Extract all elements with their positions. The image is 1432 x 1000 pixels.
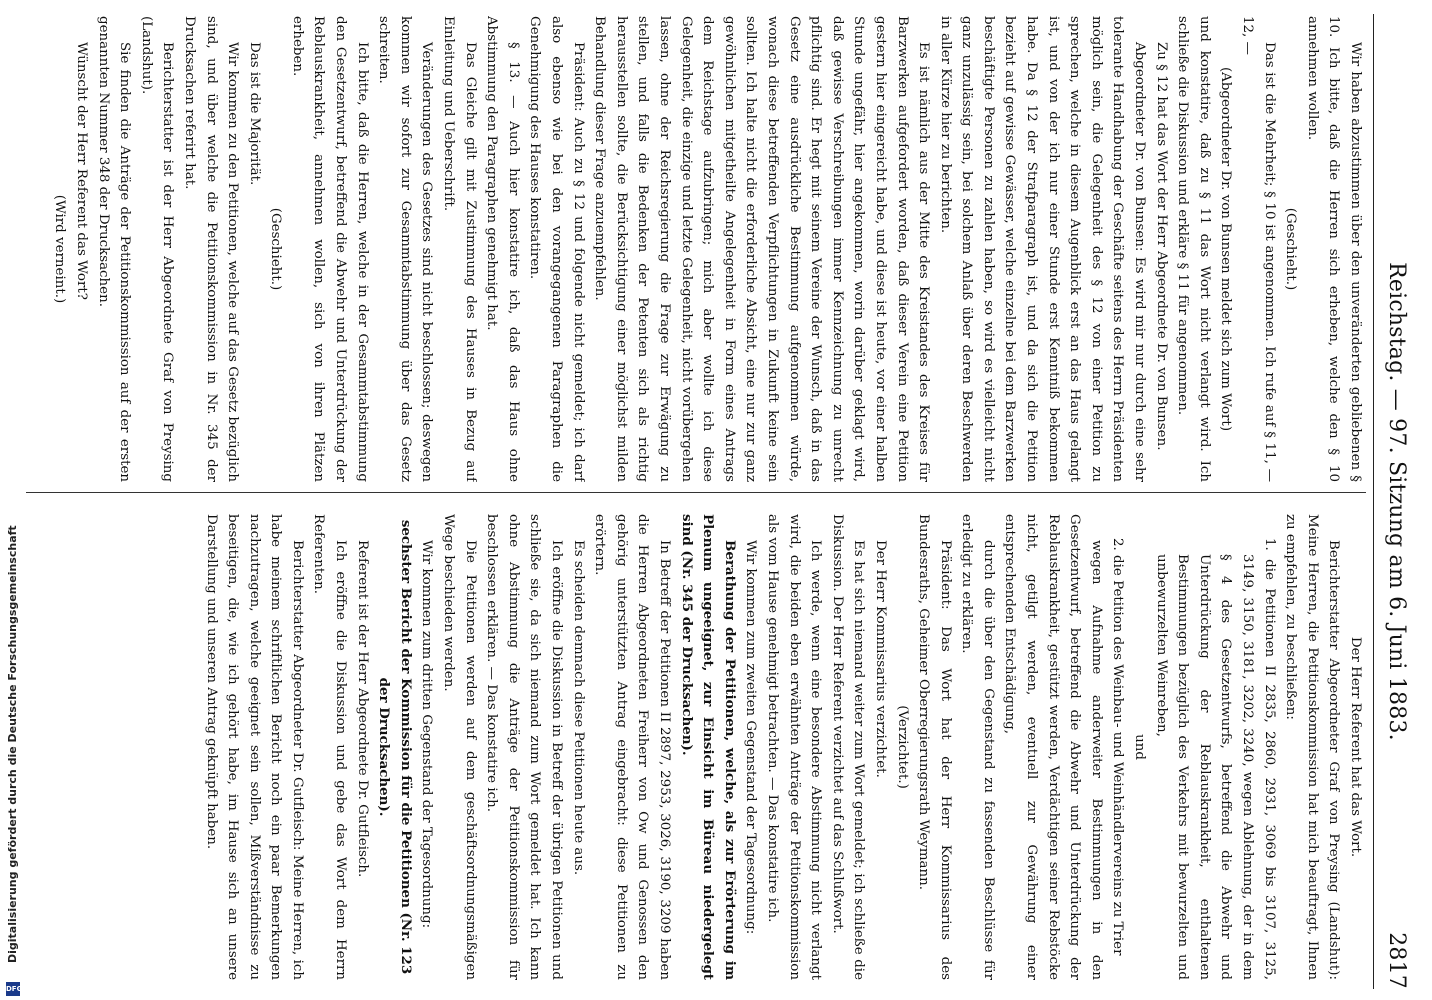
paragraph: (Geschieht.)	[1283, 207, 1299, 291]
paragraph: Wir kommen zum dritten Gegenstand der Tagesordnung:	[419, 540, 435, 929]
column-divider	[26, 492, 1366, 493]
paragraph: wegen Aufnahme anderweiter Bestimmungen in den Gesetzentwurf, betreffend die Abwehr und Unterdrückung der Reblauskrankheit, gestützt werden, Verdächtigen seiner Rebstöcke nicht, getilgt werden, eventuell zur Gewährung einer entsprechenden Entschädigung,	[1002, 514, 1104, 980]
petition-list	[1150, 514, 1280, 980]
paragraph: Das ist die Mehrheit; § 10 ist angenommen. Ich rufe auf § 11, — 12, —	[1240, 16, 1277, 482]
paragraph: Berathung der Petitionen, welche, als zur Erörterung im Plenum ungeeignet, zur Einsicht im Büreau niedergelegt sind (Nr. 345 der Drucksachen).	[678, 514, 738, 980]
paragraph: sechster Bericht der Kommission für die Petitionen (Nr. 123 der Drucksachen).	[376, 519, 414, 975]
digitization-watermark	[0, 0, 24, 1000]
paragraph: Abgeordneter Dr. von Bunsen: Es wird mir nur durch eine sehr tolerante Handhabung der Geschäfte seitens des Herrn Präsidenten möglich sein, die Gelegenheit des § 12 von einer Petition zu sprechen, welche in diesem Augenblick erst an das Haus gelangt ist, und von der ich nur einer Stunde erst Kenntniß bekommen habe. Da § 12 der Strafparagraph ist, und da sich die Petition bezieht auf gewisse Gewässer, welche einzelne bei dem Barzwerken beschäftigte Personen zu zahlen haben, so wird es vielleicht nicht ganz unzulässig sein, bei solchem Anlaß über deren Beschwerden in aller Kürze hier zu berichten.	[937, 16, 1148, 482]
paragraph: Das ist die Majorität.	[246, 42, 262, 186]
paragraph: Die Petitionen werden auf dem geschäftsordnungsmäßigen Wege beschieden werden.	[441, 514, 478, 980]
paragraph: Der Herr Kommissarius verzichtet.	[872, 540, 888, 778]
paragraph: Berichterstatter Abgeordneter Graf von Preysing (Landshut): Meine Herren, die Petitionskommission hat mich beauftragt, Ihnen zu empfehlen, zu beschließen:	[1283, 514, 1342, 980]
paragraph: Wünscht der Herr Referent das Wort?	[73, 42, 89, 300]
paragraph: Sie finden die Anträge der Petitionskommission auf der ersten genannten Nummer 348 der Drucksachen.	[95, 16, 133, 482]
paragraph: Es scheiden demnach diese Petitionen heute aus.	[570, 540, 586, 876]
paragraph: (Verzichtet.)	[894, 705, 910, 789]
dfg-logo-icon: DFG	[6, 982, 20, 996]
paragraph: Veränderungen des Gesetzes sind nicht beschlossen; deswegen kommen wir sofort zur Gesammtabstimmung über das Gesetz schreiten.	[376, 16, 435, 482]
left-column	[16, 16, 1366, 482]
paragraph: Wir kommen zum zweiten Gegenstand der Tagesordnung:	[743, 540, 759, 935]
list-item: 2. die Petition des Weinbau- und Weinhändlervereins zu Trier	[1110, 538, 1126, 956]
paragraph: Wir haben abzustimmen über den unveränderten gebliebenen § 10. Ich bitte, daß die Herren sich erheben, welche den § 10 annehmen wollen.	[1304, 16, 1363, 482]
paragraph: (Geschieht.)	[268, 207, 284, 291]
paragraph: durch die über den Gegenstand zu fassenden Beschlüsse für erledigt zu erklären.	[959, 514, 996, 980]
paragraph: Das Gleiche gilt mit Zustimmung des Hauses in Bezug auf Einleitung und Ueberschrift.	[441, 16, 478, 482]
paragraph: Ich werde, wenn eine besondere Abstimmung nicht verlangt wird, die beiden eben erwähnten Anträge der Petitionskommission als vom Hause genehmigt betrachten. — Das konstatire ich.	[764, 514, 824, 980]
paragraph: Ich eröffne die Diskussion und gebe das Wort dem Herrn Referenten.	[311, 514, 349, 980]
paragraph: Es hat sich niemand weiter zum Wort gemeldet; ich schließe die Diskussion. Der Herr Referent verzichtet auf das Schlußwort.	[829, 514, 867, 980]
paragraph: Referent ist der Herr Abgeordnete Dr. Gutfleisch.	[354, 540, 370, 878]
paragraph: Ich bitte, daß die Herren, welche in der Gesammtabstimmung den Gesetzentwurf, betreffend die Abwehr und Unterdrückung der Reblauskrankheit, annehmen wollen, sich von ihren Plätzen erheben.	[289, 16, 370, 482]
paragraph: und	[1132, 734, 1148, 760]
page-number: 2817	[1384, 932, 1409, 989]
paragraph: und konstatire, daß zu § 11 das Wort nicht verlangt wird. Ich schließe die Diskussion und erkläre § 11 für angenommen.	[1175, 16, 1212, 482]
paragraph: Es ist nämlich aus der Mitte des Kreistandes des Kreises für Barzwerken aufgefordert worden, daß dieser Verein eine Petition gestern hier eingereicht habe, und diese ist heute, vor einer halben Stunde ungefähr, hier angekommen, worin darüber geklagt wird, daß gewisse Verschreibungen immer Kennzeichnung zu unrecht pflichtig sind. Er hegt mit seinem Vereine der Wunsch, daß in das Gesetz eine ausdrückliche Bestimmung aufgenommen würde, wonach diese betreffenden Verpflichtungen in Zukunft keine sein sollten. Ich halte nicht die erforderliche Absicht, eine nur zur ganz gewöhnlichen mitgetheilte Angelegenheit in Form eines Antrags dem Reichstage aufzubringen; mich aber wollte ich diese Gelegenheit, die einzige und letzte Gelegenheit, nicht vorübergehen lassen, ohne der Reichsregierung die Frage zur Erwägung zu stellen, und falls die Bedenken der Petenten sich als richtig herausstellen sollte, die Berücksichtigung einer möglichst milden Behandlung dieser Frage anzuempfehlen.	[592, 16, 932, 482]
watermark-text: Digitalisierung gefördert durch die Deutsche Forschungsgemeinschaft	[6, 525, 19, 963]
right-column	[16, 514, 1366, 980]
page-header	[1373, 14, 1416, 989]
paragraph: (Wird verneint.)	[52, 194, 68, 304]
paragraph: Präsident: Auch zu § 12 und folgende nicht gemeldet; ich darf also ebenso wie bei den vorangegangenen Paragraphen die Genehmigung des Hauses konstatiren.	[527, 16, 586, 482]
paragraph: § 13. — Auch hier konstatire ich, daß das Haus ohne Abstimmung den Paragraphen genehmigt hat.	[484, 16, 521, 482]
paragraph: Berichterstatter Abgeordneter Dr. Gutfleisch: Meine Herren, ich habe meinem schriftlichen Bericht noch ein paar Bemerkungen nachzutragen, welche geeignet sein sollen, Mißverständnisse zu beseitigen, die, wie ich gehört habe, im Hause sich an unsere Darstellung und unseren Antrag geknüpft haben.	[203, 514, 305, 980]
paragraph: Wir kommen zu den Petitionen, welche auf das Gesetz bezüglich sind, und über welche die Petitionskommission in Nr. 345 der Drucksachen referirt hat.	[181, 16, 241, 482]
paragraph: Der Herr Referent hat das Wort.	[1348, 636, 1363, 858]
paragraph: Berichterstatter ist der Herr Abgeordnete Graf von Preysing (Landshut).	[138, 16, 176, 482]
paragraph: Präsident: Das Wort hat der Herr Kommissarius des Bundesraths, Geheimer Oberregierungsrath Weymann.	[916, 514, 953, 980]
page-title: Reichstag. — 97. Sitzung am 6. Juni 1883.	[1384, 262, 1409, 741]
paragraph: In Betreff der Petitionen II 2897, 2953, 3026, 3190, 3209 haben die Herren Abgeordneten Freiherr von Ow und Genossen den gehörig unterstützten Antrag eingebracht: diese Petitionen zu erörtern.	[592, 514, 672, 980]
paragraph: Ich eröffne die Diskussion in Betreff der übrigen Petitionen und schließe sie, da sich niemand zum Wort gemeldet hat. Ich kann ohne Abstimmung die Anträge der Petitionskommission für beschlossen erklären. — Das konstatire ich.	[484, 514, 565, 980]
list-item: 1. die Petitionen II 2835, 2860, 2931, 3069 bis 3107, 3125, 3149, 3150, 3181, 3202, 3240, wegen Ablehnung, der in dem § 4 des Gesetzentwurfs, betreffend die Abwehr und Unterdrückung der Reblauskrankheit, enthaltenen Bestimmungen bezüglich des Verkehrs mit bewurzelten und unbewurzelten Weinreben,	[1153, 538, 1277, 980]
paragraph: (Abgeordneter Dr. von Bunsen meldet sich zum Wort)	[1218, 66, 1234, 432]
paragraph: Zu § 12 hat das Wort der Herr Abgeordnete Dr. von Bunsen.	[1153, 42, 1169, 451]
petition-list	[1107, 514, 1129, 980]
